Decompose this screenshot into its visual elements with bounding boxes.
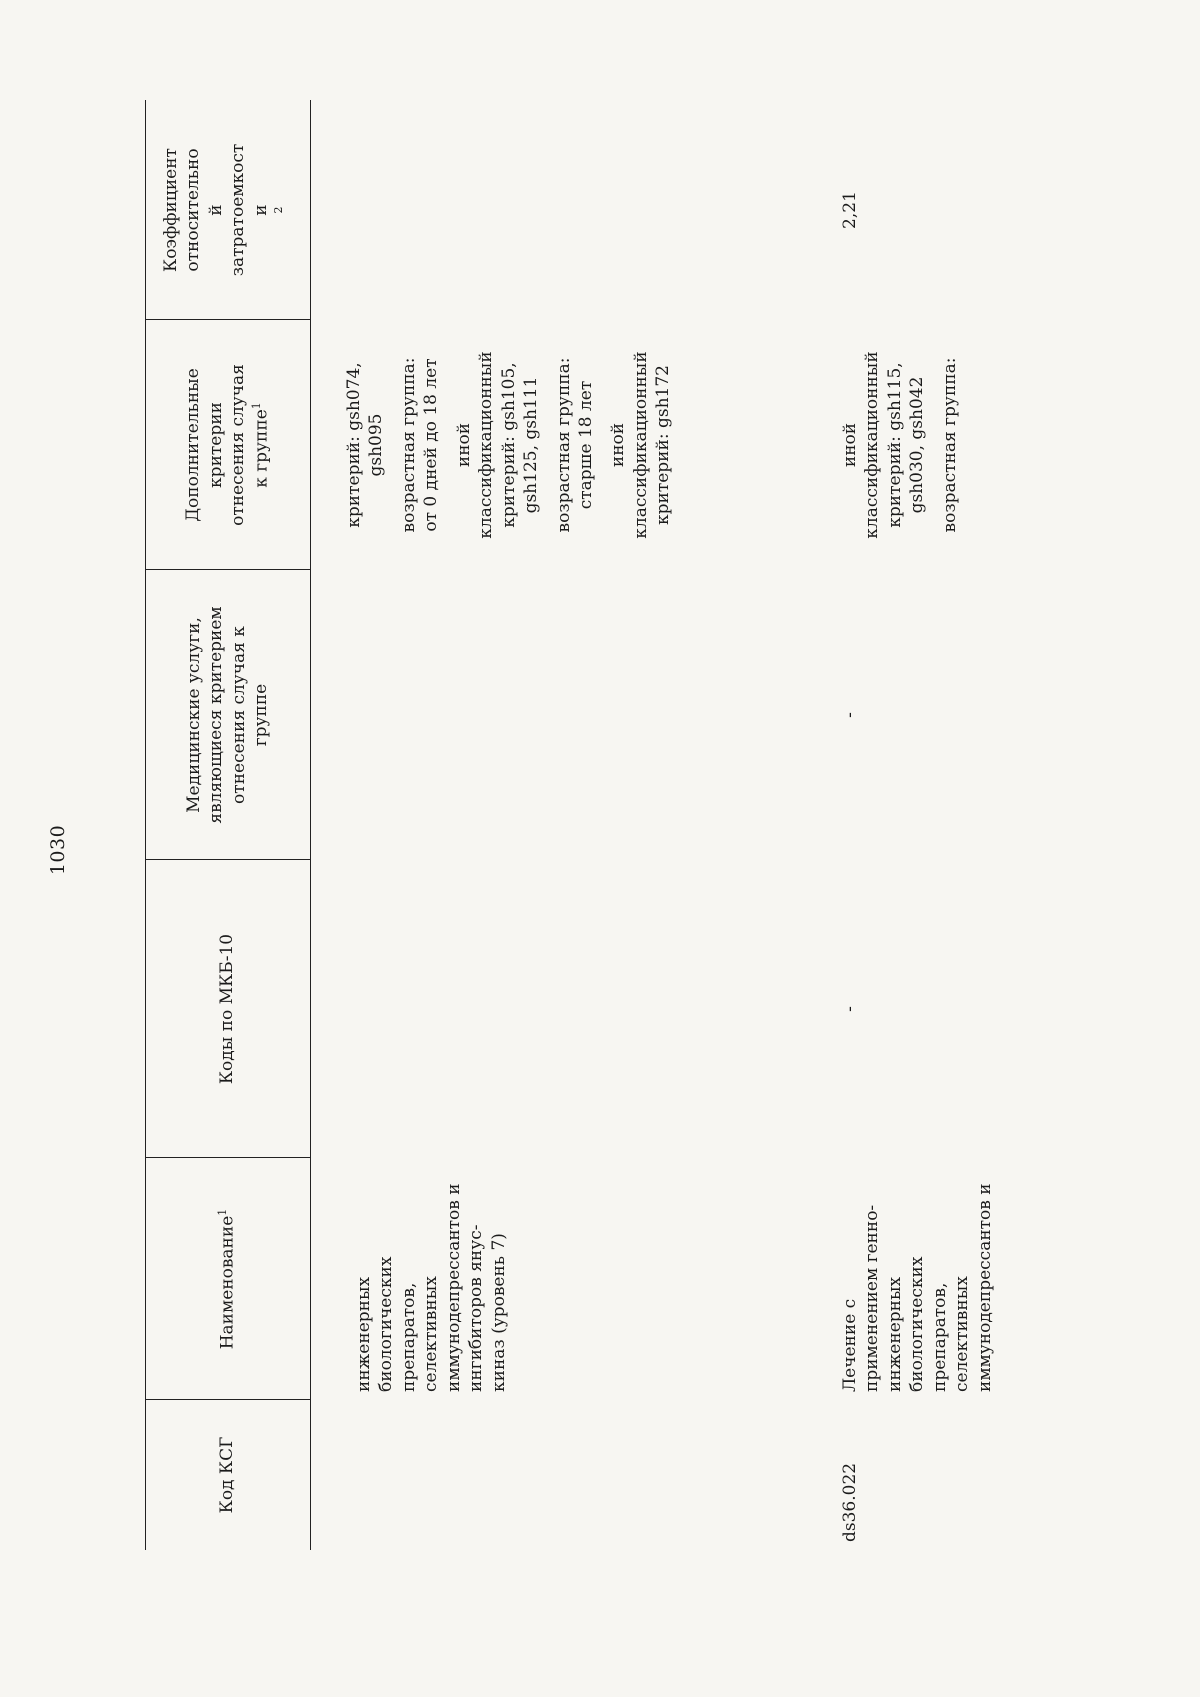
header-name [145,1158,310,1400]
criteria-line: возрастная группа: [553,357,574,533]
header-services [145,570,310,860]
name-line: ингибиторов янус- [466,1224,487,1392]
criteria-line: возрастная группа: [939,357,960,533]
name-line: селективных [421,1276,442,1392]
header-code-text: Код КСГ [217,1436,238,1514]
criteria-line: классификационный [862,351,883,539]
header-icd [145,860,310,1158]
row1-criteria [343,320,685,570]
name-line: иммунодепрессантов и [974,1183,995,1392]
header-coef-line: й [205,204,226,216]
header-coef-line: относительно [183,148,204,272]
name-line: инженерных [354,1276,374,1392]
header-code [145,1400,310,1550]
row2-criteria [839,320,971,570]
criteria-line: gsh095 [366,413,387,477]
criteria-paragraph [453,320,543,570]
name-line: биологических [907,1256,928,1392]
header-coef-footnote: 2 [272,206,286,214]
name-line: препаратов, [929,1282,950,1392]
name-line: селективных [952,1276,973,1392]
header-name-footnote: 1 [215,1208,229,1216]
criteria-line: иной [453,422,474,468]
name-line: биологических [376,1256,397,1392]
criteria-line: иной [840,422,860,468]
criteria-paragraph [839,320,929,570]
row2-icd: - [840,1006,860,1012]
name-line: Лечение с [840,1298,860,1392]
name-line: препаратов, [398,1282,419,1392]
criteria-line: от 0 дней до 18 лет [421,358,442,532]
header-criteria-text: Дополнительные критерии отнесения случая к группе [183,364,272,526]
criteria-line: критерий: gsh074, [344,362,364,528]
row2-name [839,1160,996,1392]
criteria-paragraph [343,320,388,570]
row1-name [353,1160,510,1392]
header-services-text: Медицинские услуги, являющиеся критерием отнесения случая к группе [183,606,271,824]
criteria-line: иной [608,422,629,468]
header-coefficient [145,100,310,320]
header-icd-text: Коды по МКБ-10 [217,933,238,1085]
criteria-paragraph [607,320,674,570]
header-coef-line: и [250,204,271,216]
name-line: киназ (уровень 7) [488,1233,509,1392]
name-line: применением генно- [862,1204,883,1392]
header-criteria-footnote: 1 [249,402,263,410]
row2-services: - [840,712,860,718]
header-criteria [145,320,310,570]
name-line: инженерных [884,1276,905,1392]
criteria-line: старше 18 лет [575,380,596,510]
row2-coefficient: 2,21 [840,191,860,229]
name-line: иммунодепрессантов и [443,1183,464,1392]
criteria-line: возрастная группа: [398,357,419,533]
criteria-paragraph [553,320,598,570]
criteria-paragraph [939,320,961,570]
criteria-line: критерий: gsh115, [884,362,905,528]
criteria-line: критерий: gsh172 [653,365,674,525]
header-name-text: Наименование [217,1215,238,1350]
criteria-line: классификационный [476,351,497,539]
criteria-line: gsh125, gsh111 [521,376,542,514]
criteria-line: gsh030, gsh042 [907,376,928,514]
criteria-paragraph [398,320,443,570]
page-number: 1030 [47,824,69,876]
header-coef-line: Коэффициент [160,148,181,272]
criteria-line: классификационный [630,351,651,539]
header-bottom-rule [310,100,311,1550]
table [145,100,1145,1550]
header-coef-line: затратоемкост [228,143,249,277]
row2-code: ds36.022 [840,1462,860,1542]
criteria-line: критерий: gsh105, [498,362,519,528]
